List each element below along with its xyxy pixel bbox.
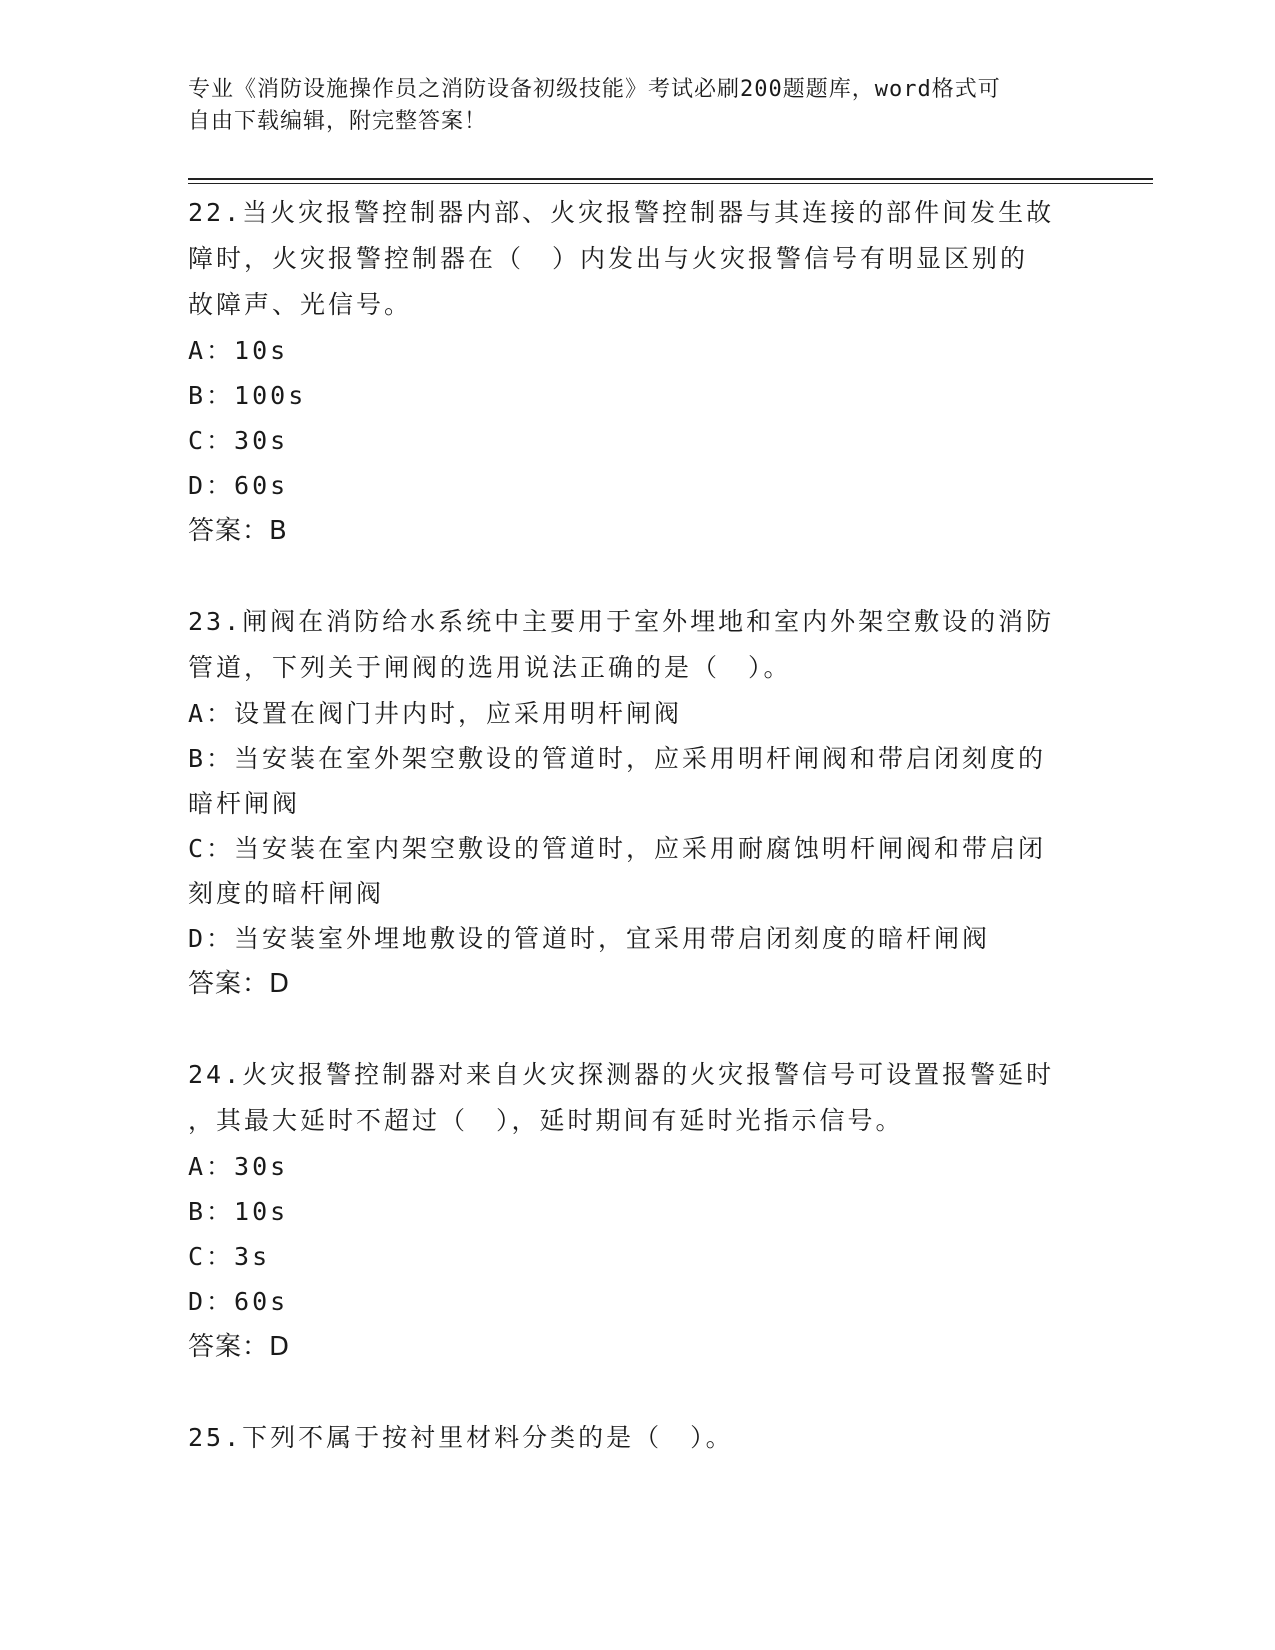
option-a: A：设置在阀门井内时，应采用明杆闸阀 [188,699,683,728]
option-c: C：30s [188,426,289,455]
question-23 [188,599,1068,1007]
option-c: C：3s [188,1242,271,1271]
option-c: C：当安装在室内架空敷设的管道时，应采用耐腐蚀明杆闸阀和带启闭 [188,834,1047,863]
option-a: A：30s [188,1152,289,1181]
option-c-continuation: 刻度的暗杆闸阀 [188,879,385,908]
option-b: B：10s [188,1197,289,1226]
question-stem-line: 22.当火灾报警控制器内部、火灾报警控制器与其连接的部件间发生故 [188,198,1055,227]
question-stem-line: 23.闸阀在消防给水系统中主要用于室外埋地和室内外架空敷设的消防 [188,607,1055,636]
option-d: D：60s [188,1287,289,1316]
question-22 [188,190,1068,554]
question-stem-line: 24.火灾报警控制器对来自火灾探测器的火灾报警信号可设置报警延时 [188,1060,1055,1089]
option-d: D：当安装室外埋地敷设的管道时，宜采用带启闭刻度的暗杆闸阀 [188,924,991,953]
option-d: D：60s [188,471,289,500]
question-list [188,190,1068,1461]
document-header [188,74,1068,138]
question-stem-line: 管道，下列关于闸阀的选用说法正确的是（ ）。 [188,653,792,682]
header-divider-thin [188,183,1153,184]
option-b: B：100s [188,381,307,410]
answer-line: 答案：D [188,1332,291,1362]
question-stem-line: 障时，火灾报警控制器在（ ）内发出与火灾报警信号有明显区别的 [188,244,1029,273]
question-spacer [188,1007,1068,1052]
question-24 [188,1052,1068,1370]
question-stem-line: ，其最大延时不超过（ ），延时期间有延时光指示信号。 [188,1106,904,1135]
option-a: A：10s [188,336,289,365]
question-spacer [188,1370,1068,1415]
question-spacer [188,554,1068,599]
header-divider-thick [188,178,1153,180]
answer-line: 答案：D [188,969,291,999]
header-line: 自由下载编辑，附完整答案！ [188,109,488,134]
option-b: B：当安装在室外架空敷设的管道时，应采用明杆闸阀和带启闭刻度的 [188,744,1047,773]
answer-line: 答案：B [188,516,288,546]
header-line: 专业《消防设施操作员之消防设备初级技能》考试必刷200题题库，word格式可 [188,77,1001,102]
option-b-continuation: 暗杆闸阀 [188,789,301,818]
question-stem-line: 故障声、光信号。 [188,290,413,319]
question-25 [188,1415,1068,1461]
question-stem-line: 25.下列不属于按衬里材料分类的是（ ）。 [188,1423,734,1452]
